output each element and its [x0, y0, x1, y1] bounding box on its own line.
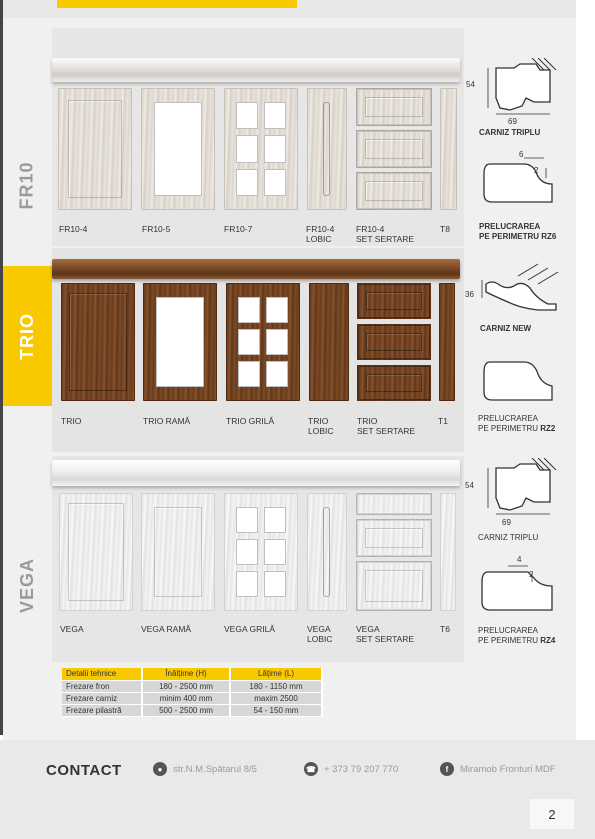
- door-vega-set-sertare: [356, 493, 432, 611]
- label-fr10-4-lobic: FR10-4 LOBIC: [306, 224, 335, 244]
- door-trio-grila: [226, 283, 300, 401]
- label-vega-set-sertare: VEGA SET SERTARE: [356, 624, 415, 644]
- label-t6: T6: [440, 624, 450, 634]
- label-vega-lobic: VEGA LOBIC: [307, 624, 333, 644]
- door-vega: [59, 493, 133, 611]
- contact-title: CONTACT: [46, 762, 122, 779]
- door-vega-rama: [141, 493, 215, 611]
- rz2-name: PRELUCRAREA PE PERIMETRU RZ2: [478, 414, 556, 433]
- door-fr10-4: [58, 88, 132, 210]
- contact-address: ● str.N.M.Spătarul 8/5: [153, 762, 257, 776]
- location-pin-icon: ●: [153, 762, 167, 776]
- carniz-triplu-height: 54: [466, 80, 475, 89]
- door-fr10-4-set-sertare: [356, 88, 432, 210]
- contact-facebook[interactable]: f Miramob Fronturi MDF: [440, 762, 556, 776]
- carniz-new-profile-diagram: [478, 262, 560, 320]
- label-t1: T1: [438, 416, 448, 426]
- carniz-triplu-name-2: CARNIZ TRIPLU: [478, 533, 539, 542]
- label-vega: VEGA: [60, 624, 84, 634]
- rz4-name: PRELUCRAREA PE PERIMETRU RZ4: [478, 626, 556, 645]
- technical-details-table: [62, 668, 323, 717]
- rz6-dim-b: 2: [534, 166, 539, 175]
- label-vega-grila: VEGA GRILĂ: [224, 624, 276, 634]
- label-trio-lobic: TRIO LOBIC: [308, 416, 334, 436]
- carniz-new-height: 36: [465, 290, 474, 299]
- rz6-dim-a: 6: [519, 150, 524, 159]
- trio-side-label: TRIO: [3, 266, 52, 406]
- label-vega-rama: VEGA RAMĂ: [141, 624, 192, 634]
- carniz-triplu-width-2: 69: [502, 518, 511, 527]
- carniz-triplu-name: CARNIZ TRIPLU: [479, 128, 541, 137]
- door-fr10-4-lobic: [307, 88, 347, 210]
- door-t6-pilaster: [440, 493, 456, 611]
- vega-side-label: VEGA: [17, 557, 38, 613]
- rz4-dim-b: 2: [529, 570, 534, 579]
- door-t1-pilaster: [439, 283, 455, 401]
- fr10-cornice: [52, 58, 460, 82]
- door-trio-set-sertare: [357, 283, 431, 401]
- trio-cornice: [52, 259, 460, 279]
- facebook-icon: f: [440, 762, 454, 776]
- yellow-header-bar: [57, 0, 297, 8]
- label-trio-set-sertare: TRIO SET SERTARE: [357, 416, 416, 436]
- rz6-name: PRELUCRAREA PE PERIMETRU RZ6: [479, 222, 557, 241]
- vega-cornice: [52, 460, 460, 486]
- carniz-triplu-profile-diagram: [478, 58, 558, 124]
- carniz-triplu-width: 69: [508, 117, 517, 126]
- door-vega-lobic: [307, 493, 347, 611]
- contact-footer: [0, 740, 595, 839]
- door-trio-rama: [143, 283, 217, 401]
- label-fr10-7: FR10-7: [224, 224, 253, 234]
- door-vega-grila: [224, 493, 298, 611]
- phone-icon: ☎: [304, 762, 318, 776]
- fr10-side-label: FR10: [16, 160, 37, 210]
- table-row: Frezare fron 180 - 2500 mm 180 - 1150 mm: [62, 680, 322, 692]
- door-t8-pilaster: [440, 88, 457, 210]
- door-fr10-7: [224, 88, 298, 210]
- label-trio-rama: TRIO RAMĂ: [143, 416, 191, 426]
- page-number: 2: [530, 799, 574, 829]
- door-fr10-5: [141, 88, 215, 210]
- carniz-triplu-height-2: 54: [465, 481, 474, 490]
- label-fr10-4-set-sertare: FR10-4 SET SERTARE: [356, 224, 415, 244]
- table-header-row: Detalii tehnice Înălțime (H) Lățime (L): [62, 668, 322, 680]
- rz4-dim-a: 4: [517, 555, 522, 564]
- door-trio: [61, 283, 135, 401]
- rz2-profile-diagram: [480, 358, 560, 404]
- label-fr10-4: FR10-4: [59, 224, 88, 234]
- contact-phone[interactable]: ☎ + 373 79 207 770: [304, 762, 398, 776]
- door-trio-lobic: [309, 283, 349, 401]
- right-margin: [576, 0, 595, 740]
- carniz-triplu-profile-diagram-2: [478, 458, 558, 524]
- label-trio: TRIO: [61, 416, 82, 426]
- label-fr10-5: FR10-5: [142, 224, 171, 234]
- table-row: Frezare carniz minim 400 mm maxim 2500: [62, 692, 322, 704]
- table-row: Frezare pilastră 500 - 2500 mm 54 - 150 mm: [62, 704, 322, 716]
- carniz-new-name: CARNIZ NEW: [480, 324, 532, 333]
- label-t8: T8: [440, 224, 450, 234]
- label-trio-grila: TRIO GRILĂ: [226, 416, 275, 426]
